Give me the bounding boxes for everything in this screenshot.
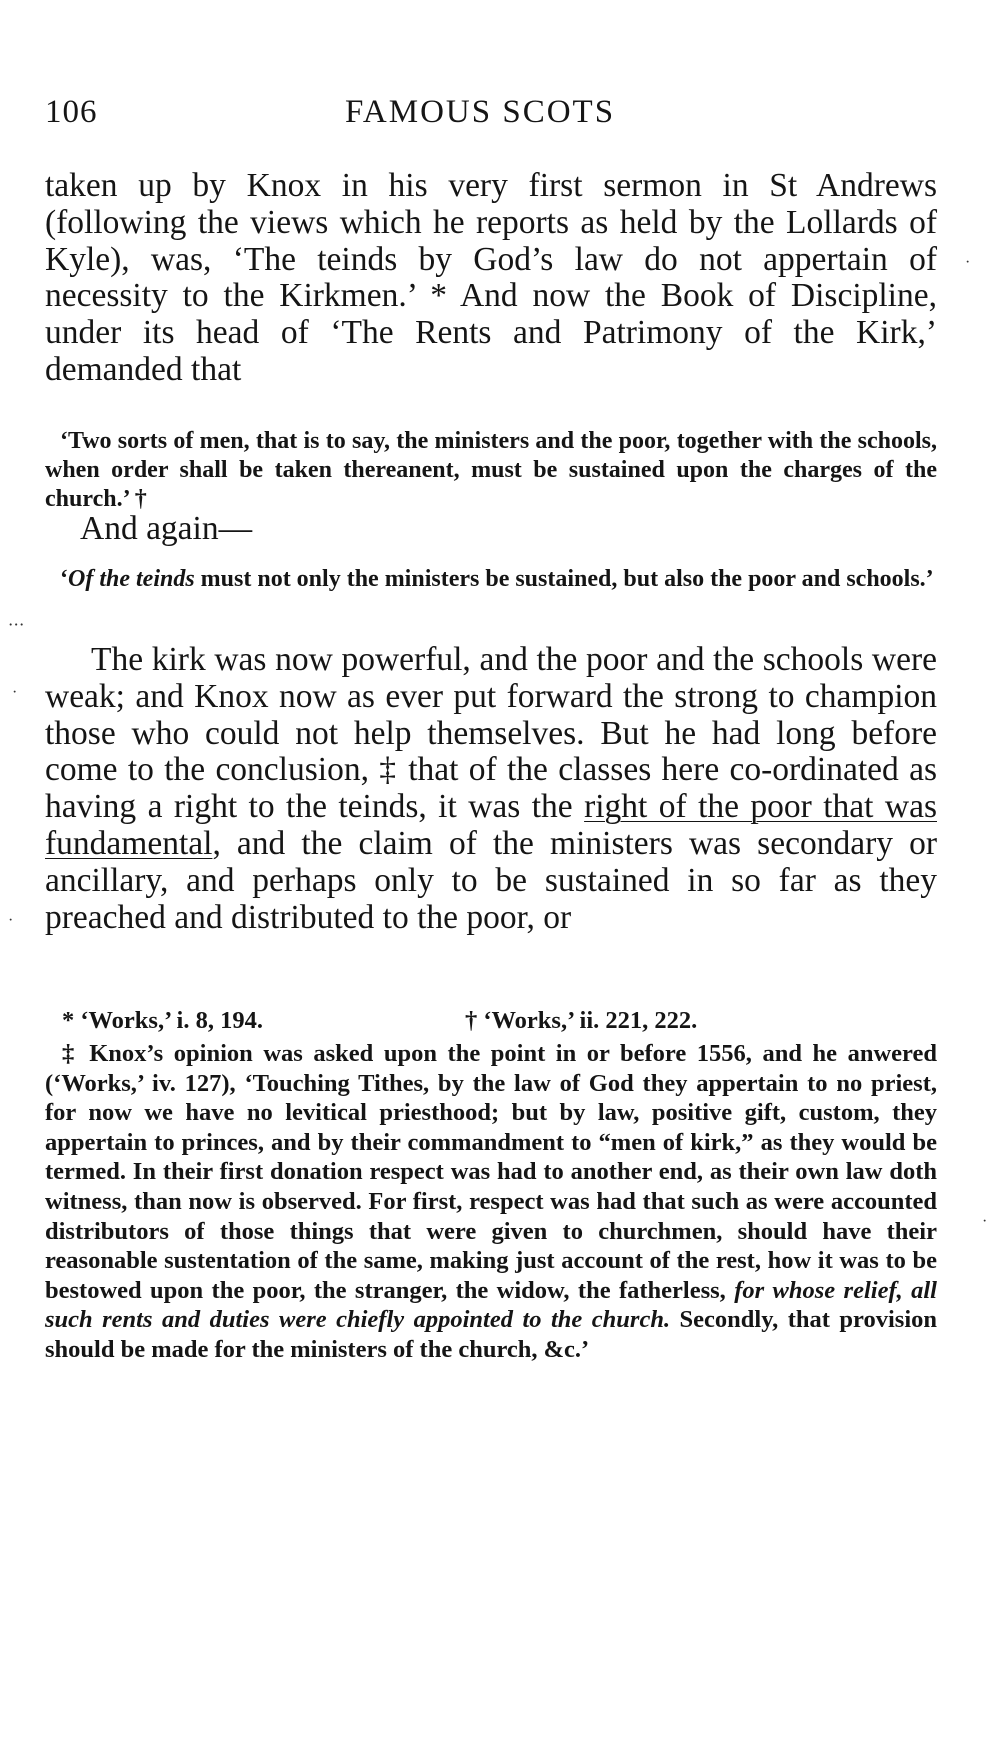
- page-header: [45, 94, 935, 144]
- footnote-3-italic: for whose relief, all such rents and duties were chiefly appointed to the church.: [45, 1276, 937, 1334]
- footnote-2: † ‘Works,’ ii. 221, 222.: [465, 1007, 698, 1034]
- footnote-row: [45, 1006, 937, 1036]
- margin-speck: ·: [8, 912, 14, 929]
- footnote-3: [45, 1039, 937, 1365]
- block-quote-1: ‘Two sorts of men, that is to say, the ministers and the poor, together with the schools, when order shall be taken thereanent, must be sustained upon the charges of the church.’ †: [45, 428, 937, 512]
- footnotes: [45, 1006, 937, 1365]
- footnote-3-end: Secondly, that provision should be made for the ministers of the church, &c.’: [45, 1306, 938, 1363]
- block-quote-2: [45, 565, 937, 594]
- margin-speck: ·: [982, 1213, 988, 1230]
- running-head: FAMOUS SCOTS: [345, 94, 616, 130]
- footnote-1: * ‘Works,’ i. 8, 194.: [62, 1007, 263, 1034]
- paragraph-3-start: The kirk was now powerful, and the poor and the schools were weak; and Knox now as ever put forward the strong to champion those who could not help themselves. But he had long before come to the conclusion, ‡ that of the classes here co-ordinated as having a right to the teinds, it was the: [45, 641, 937, 826]
- quote-open-mark: ‘: [60, 566, 68, 592]
- body-paragraph-1: taken up by Knox in his very first sermon in St Andrews (following the views which he reports as held by the Lollards of Kyle), was, ‘The teinds by God’s law do not appertain of necessity to the Kirkmen.’ * And now the Book of Discipline, under its head of ‘The Rents and Patrimony of the Kirk,’ demanded that: [45, 167, 937, 388]
- page-number: 106: [45, 94, 98, 130]
- margin-speck: ·: [965, 254, 971, 271]
- quote-rest: must not only the ministers be sustained, but also the poor and schools.’: [194, 566, 934, 592]
- underlined-phrase: right of the poor that was fundamental: [45, 788, 937, 862]
- and-again-line: And again—: [80, 510, 253, 547]
- body-paragraph-3: [45, 642, 937, 936]
- footnote-3-text: ‡ Knox’s opinion was asked upon the point in or before 1556, and he anwered (‘Works,’ iv. 127), ‘Touching Tithes, by the law of God they appertain to no priest, for now we have no levitical priesthood; but by law, positive gift, custom, they appertain to princes, and by their commandment to “men of kirk,” as they would be termed. In their first donation respect was had to another end, as their own law doth witness, than now is observed. For first, respect was had that such as were accounted distributors of those things that were given to churchmen, should have their reasonable sustentation of the same, making just account of the rest, how it was to be bestowed upon the poor, the stranger, the widow, the fatherless,: [45, 1040, 937, 1304]
- margin-speck: ⋅⋅⋅: [8, 617, 25, 634]
- paragraph-3-end: , and the claim of the ministers was secondary or ancillary, and perhaps only to be sustained in so far as they preached and distributed to the poor, or: [45, 824, 937, 936]
- quote-italic-phrase: Of the teinds: [68, 566, 195, 592]
- margin-speck: ·: [12, 684, 18, 701]
